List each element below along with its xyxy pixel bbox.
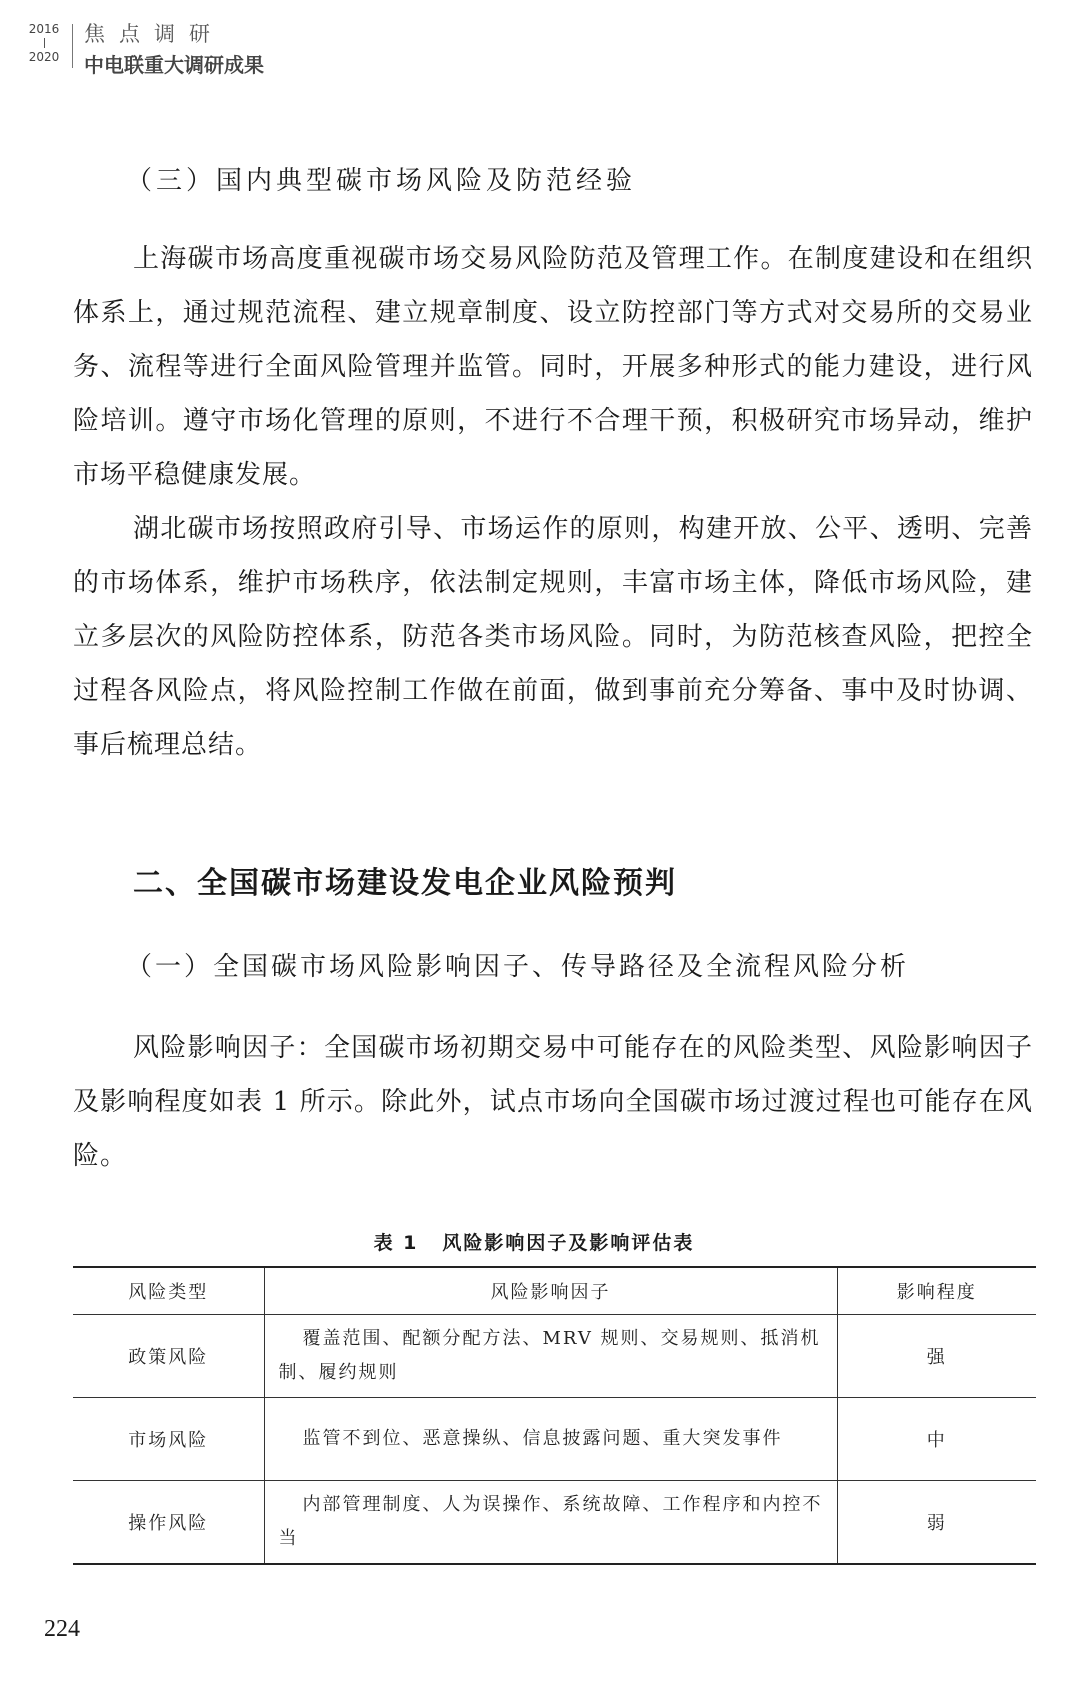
table-row — [73, 1398, 1036, 1481]
sub-1-body — [73, 1021, 1033, 1183]
table-row — [73, 1315, 1036, 1398]
impact-level-cell: 弱 — [837, 1481, 1036, 1564]
section-3-heading-wrap — [73, 160, 1033, 197]
risk-type-cell: 政策风险 — [73, 1315, 264, 1398]
risk-factors-cell: 监管不到位、恶意操纵、信息披露问题、重大突发事件 — [264, 1398, 837, 1481]
page-number: 224 — [44, 1616, 80, 1642]
table-row — [73, 1481, 1036, 1564]
table-caption-title: 风险影响因子及影响评估表 — [442, 1232, 695, 1254]
year-range — [26, 22, 62, 64]
table-caption-number: 表 1 — [373, 1232, 419, 1254]
part-2-heading-wrap — [73, 858, 1033, 902]
paragraph-shanghai: 上海碳市场高度重视碳市场交易风险防范及管理工作。在制度建设和在组织体系上，通过规范流程、建立规章制度、设立防控部门等方式对交易所的交易业务、流程等进行全面风险管理并监管。同时，开展多种形式的能力建设，进行风险培训。遵守市场化管理的原则，不进行不合理干预，积极研究市场异动，维护市场平稳健康发展。 — [73, 244, 1033, 490]
section-3-heading: （三）国内典型碳市场风险及防范经验 — [126, 166, 637, 196]
paragraph-risk-factors: 风险影响因子：全国碳市场初期交易中可能存在的风险类型、风险影响因子及影响程度如表 1 所示。除此外，试点市场向全国碳市场过渡过程也可能存在风险。 — [73, 1033, 1033, 1171]
risk-factors-cell: 内部管理制度、人为误操作、系统故障、工作程序和内控不当 — [264, 1481, 837, 1564]
year-start: 2016 — [28, 22, 60, 36]
sub-1-heading-wrap — [73, 946, 1033, 983]
sub-1-heading: （一）全国碳市场风险影响因子、传导路径及全流程风险分析 — [126, 952, 910, 982]
paragraph-hubei: 湖北碳市场按照政府引导、市场运作的原则，构建开放、公平、透明、完善的市场体系，维护市场秩序，依法制定规则，丰富市场主体，降低市场风险，建立多层次的风险防控体系，防范各类市场风险。同时，为防范核查风险，把控全过程各风险点，将风险控制工作做在前面，做到事前充分筹备、事中及时协调、事后梳理总结。 — [73, 514, 1033, 760]
header-risk-factors: 风险影响因子 — [264, 1267, 837, 1315]
table-header-row — [73, 1267, 1036, 1315]
table-caption — [0, 1228, 1068, 1255]
risk-type-cell: 操作风险 — [73, 1481, 264, 1564]
year-end: 2020 — [28, 50, 60, 64]
risk-table — [73, 1266, 1036, 1565]
header-subtitle: 中电联重大调研成果 — [84, 53, 264, 77]
impact-level-cell: 强 — [837, 1315, 1036, 1398]
header-divider — [72, 24, 73, 68]
part-2-heading: 二、全国碳市场建设发电企业风险预判 — [133, 866, 677, 901]
impact-level-cell: 中 — [837, 1398, 1036, 1481]
section-3-body — [73, 232, 1033, 772]
risk-type-cell: 市场风险 — [73, 1398, 264, 1481]
header-risk-type: 风险类型 — [73, 1267, 264, 1315]
risk-factors-cell: 覆盖范围、配额分配方法、MRV 规则、交易规则、抵消机制、履约规则 — [264, 1315, 837, 1398]
header-title: 焦点调研 — [84, 22, 224, 46]
header-impact-level: 影响程度 — [837, 1267, 1036, 1315]
year-separator — [44, 38, 45, 48]
